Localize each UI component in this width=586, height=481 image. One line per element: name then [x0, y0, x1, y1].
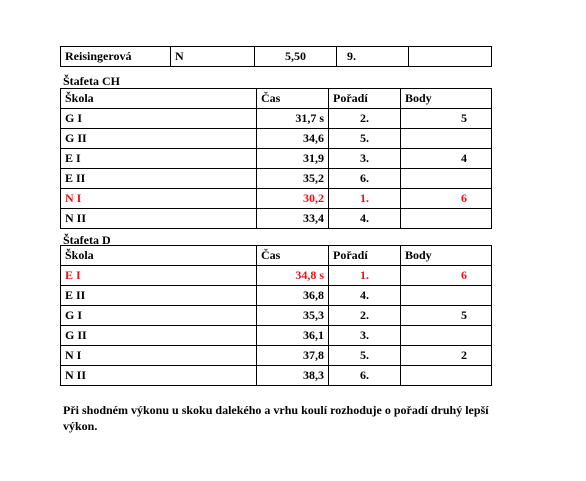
rank-cell: 3. — [329, 149, 401, 169]
time-cell: 38,3 — [257, 366, 329, 386]
athlete-name: Reisingerová — [61, 47, 171, 67]
athlete-result: 5,50 — [255, 47, 337, 67]
time-cell: 31,7 s — [257, 109, 329, 129]
points-cell — [401, 326, 492, 346]
school-cell: N I — [61, 189, 257, 209]
school-cell: N II — [61, 209, 257, 229]
time-cell: 30,2 — [257, 189, 329, 209]
table-row — [61, 326, 492, 346]
school-cell: G I — [61, 109, 257, 129]
rank-cell: 5. — [329, 346, 401, 366]
relay-d-table — [60, 245, 492, 386]
points-cell — [401, 366, 492, 386]
footnote: Při shodném výkonu u skoku dalekého a vrhu koulí rozhoduje o pořadí druhý lepší výkon. — [63, 403, 489, 433]
time-cell: 35,3 — [257, 306, 329, 326]
header-points: Body — [401, 246, 492, 266]
time-cell: 34,8 s — [257, 266, 329, 286]
school-cell: G II — [61, 326, 257, 346]
points-cell: 5 — [401, 306, 492, 326]
header-time: Čas — [257, 246, 329, 266]
rank-cell: 2. — [329, 109, 401, 129]
relay-ch-title: Štafeta CH — [63, 74, 120, 88]
points-cell — [401, 129, 492, 149]
table-row — [61, 209, 492, 229]
table-row — [61, 129, 492, 149]
header-school: Škola — [61, 246, 257, 266]
rank-cell: 3. — [329, 326, 401, 346]
rank-cell: 2. — [329, 306, 401, 326]
rank-cell: 1. — [329, 266, 401, 286]
school-cell: E I — [61, 149, 257, 169]
rank-cell: 6. — [329, 366, 401, 386]
header-rank: Pořadí — [329, 246, 401, 266]
relay-d-title: Štafeta D — [63, 233, 111, 247]
points-cell — [401, 286, 492, 306]
table-row — [61, 47, 492, 67]
table-row — [61, 366, 492, 386]
points-cell — [401, 169, 492, 189]
time-cell: 33,4 — [257, 209, 329, 229]
points-cell: 5 — [401, 109, 492, 129]
school-cell: E II — [61, 286, 257, 306]
school-cell: E I — [61, 266, 257, 286]
school-cell: N I — [61, 346, 257, 366]
table-row-winner — [61, 189, 492, 209]
points-cell: 2 — [401, 346, 492, 366]
points-cell: 4 — [401, 149, 492, 169]
header-time: Čas — [257, 89, 329, 109]
table-header-row — [61, 246, 492, 266]
time-cell: 37,8 — [257, 346, 329, 366]
header-points: Body — [401, 89, 492, 109]
header-school: Škola — [61, 89, 257, 109]
time-cell: 36,8 — [257, 286, 329, 306]
school-cell: E II — [61, 169, 257, 189]
rank-cell: 5. — [329, 129, 401, 149]
athlete-school: N — [171, 47, 255, 67]
table-row — [61, 149, 492, 169]
time-cell: 34,6 — [257, 129, 329, 149]
table-row-winner — [61, 266, 492, 286]
school-cell: G II — [61, 129, 257, 149]
header-rank: Pořadí — [329, 89, 401, 109]
table-row — [61, 109, 492, 129]
rank-cell: 1. — [329, 189, 401, 209]
relay-ch-table — [60, 88, 492, 229]
table-row — [61, 286, 492, 306]
table-header-row — [61, 89, 492, 109]
athlete-points — [409, 47, 492, 67]
rank-cell: 4. — [329, 209, 401, 229]
school-cell: N II — [61, 366, 257, 386]
rank-cell: 6. — [329, 169, 401, 189]
points-cell — [401, 209, 492, 229]
table-row — [61, 306, 492, 326]
table-row — [61, 346, 492, 366]
school-cell: G I — [61, 306, 257, 326]
results-top-row-table — [60, 46, 492, 67]
rank-cell: 4. — [329, 286, 401, 306]
points-cell: 6 — [401, 189, 492, 209]
time-cell: 36,1 — [257, 326, 329, 346]
time-cell: 35,2 — [257, 169, 329, 189]
table-row — [61, 169, 492, 189]
points-cell: 6 — [401, 266, 492, 286]
time-cell: 31,9 — [257, 149, 329, 169]
athlete-rank: 9. — [337, 47, 409, 67]
